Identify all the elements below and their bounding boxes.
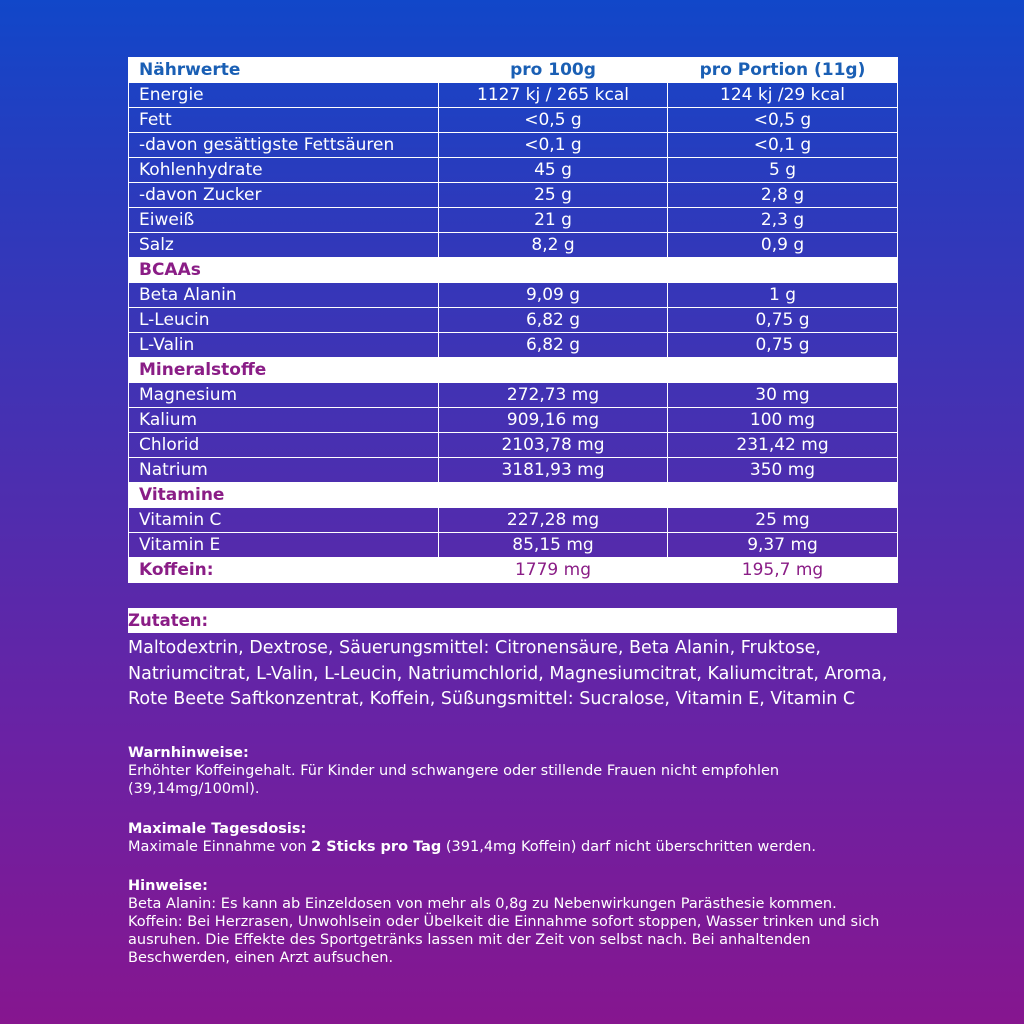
value-per-100g-cell: 909,16 mg: [439, 408, 668, 433]
value-per-100g-cell: 45 g: [439, 158, 668, 183]
table-row: [129, 408, 898, 433]
table-row: [129, 533, 898, 558]
max-dose-text: [128, 838, 908, 856]
table-row: [129, 108, 898, 133]
value-per-100g-cell: 8,2 g: [439, 233, 668, 258]
value-per-portion-cell: 0,9 g: [668, 233, 898, 258]
value-per-portion-cell: 350 mg: [668, 458, 898, 483]
table-row: [129, 283, 898, 308]
value-per-100g-cell: 1779 mg: [439, 558, 668, 583]
nutrient-name-cell: L-Leucin: [129, 308, 439, 333]
value-per-portion-cell: [668, 483, 898, 508]
table-caffeine-row: [129, 558, 898, 583]
nutrient-name-cell: Vitamine: [129, 483, 439, 508]
warning-title: Warnhinweise:: [128, 745, 249, 761]
table-row: [129, 133, 898, 158]
max-dose-title: Maximale Tagesdosis:: [128, 821, 307, 837]
max-dose-suffix: (391,4mg Koffein) darf nicht überschritten werden.: [441, 839, 816, 855]
value-per-portion-cell: 124 kj /29 kcal: [668, 83, 898, 108]
table-header-row: [129, 58, 898, 83]
nutrient-name-cell: Koffein:: [129, 558, 439, 583]
warning-text: Erhöhter Koffeingehalt. Für Kinder und schwangere oder stillende Frauen nicht empfohlen (39,14mg/100ml).: [128, 763, 780, 797]
nutrient-name-cell: Fett: [129, 108, 439, 133]
nutrient-name-cell: Energie: [129, 83, 439, 108]
nutrient-name-cell: -davon gesättigste Fettsäuren: [129, 133, 439, 158]
nutrient-name-cell: Salz: [129, 233, 439, 258]
value-per-portion-cell: 100 mg: [668, 408, 898, 433]
table-row: [129, 333, 898, 358]
value-per-portion-cell: [668, 258, 898, 283]
nutrient-name-cell: Vitamin C: [129, 508, 439, 533]
table-section-row: [129, 483, 898, 508]
warning-section: [128, 744, 908, 798]
value-per-portion-cell: 9,37 mg: [668, 533, 898, 558]
value-per-100g-cell: <0,5 g: [439, 108, 668, 133]
ingredients-title: Zutaten:: [128, 608, 897, 633]
value-per-portion-cell: 231,42 mg: [668, 433, 898, 458]
table-row: [129, 233, 898, 258]
header-cell-per-portion: pro Portion (11g): [668, 58, 898, 83]
value-per-100g-cell: [439, 483, 668, 508]
hints-line-koffein: Koffein: Bei Herzrasen, Unwohlsein oder Übelkeit die Einnahme sofort stoppen, Wasser trinken und sich ausruhen. Die Effekte des Sportgetränks lassen mit der Zeit von selbst nach. Bei anhaltenden Beschwerden, einen Arzt aufsuchen.: [128, 914, 880, 966]
value-per-portion-cell: 25 mg: [668, 508, 898, 533]
value-per-100g-cell: 2103,78 mg: [439, 433, 668, 458]
hints-line-beta-alanin: Beta Alanin: Es kann ab Einzeldosen von mehr als 0,8g zu Nebenwirkungen Parästhesie kommen.: [128, 896, 837, 912]
table-row: [129, 183, 898, 208]
value-per-100g-cell: 6,82 g: [439, 333, 668, 358]
table-row: [129, 83, 898, 108]
table-row: [129, 508, 898, 533]
value-per-portion-cell: 0,75 g: [668, 333, 898, 358]
value-per-portion-cell: 1 g: [668, 283, 898, 308]
header-cell-name: Nährwerte: [129, 58, 439, 83]
table-section-row: [129, 358, 898, 383]
table-row: [129, 433, 898, 458]
value-per-100g-cell: [439, 258, 668, 283]
value-per-portion-cell: 0,75 g: [668, 308, 898, 333]
value-per-portion-cell: 2,8 g: [668, 183, 898, 208]
value-per-100g-cell: 85,15 mg: [439, 533, 668, 558]
nutrition-table: [128, 57, 898, 583]
table-row: [129, 383, 898, 408]
value-per-100g-cell: 6,82 g: [439, 308, 668, 333]
value-per-portion-cell: 195,7 mg: [668, 558, 898, 583]
value-per-portion-cell: <0,5 g: [668, 108, 898, 133]
value-per-portion-cell: 5 g: [668, 158, 898, 183]
header-cell-per-100g: pro 100g: [439, 58, 668, 83]
value-per-100g-cell: 25 g: [439, 183, 668, 208]
max-dose-bold: 2 Sticks pro Tag: [311, 839, 442, 855]
value-per-100g-cell: 21 g: [439, 208, 668, 233]
value-per-100g-cell: 9,09 g: [439, 283, 668, 308]
value-per-100g-cell: 272,73 mg: [439, 383, 668, 408]
value-per-portion-cell: <0,1 g: [668, 133, 898, 158]
value-per-portion-cell: [668, 358, 898, 383]
nutrient-name-cell: BCAAs: [129, 258, 439, 283]
nutrient-name-cell: Natrium: [129, 458, 439, 483]
nutrient-name-cell: L-Valin: [129, 333, 439, 358]
table-row: [129, 458, 898, 483]
nutrient-name-cell: Mineralstoffe: [129, 358, 439, 383]
value-per-100g-cell: 3181,93 mg: [439, 458, 668, 483]
ingredients-text: Maltodextrin, Dextrose, Säuerungsmittel: Citronensäure, Beta Alanin, Fruktose, Natriumcitrat, L-Valin, L-Leucin, Natriumchlorid, Magnesiumcitrat, Kaliumcitrat, Aroma, Rote Beete Saftkonzentrat, Koffein, Süßungsmittel: Sucralose, Vitamin E, Vitamin C: [128, 638, 888, 709]
table-row: [129, 158, 898, 183]
hints-title: Hinweise:: [128, 878, 208, 894]
nutrient-name-cell: Magnesium: [129, 383, 439, 408]
nutrient-name-cell: Kohlenhydrate: [129, 158, 439, 183]
nutrient-name-cell: Chlorid: [129, 433, 439, 458]
value-per-100g-cell: <0,1 g: [439, 133, 668, 158]
max-dose-prefix: Maximale Einnahme von: [128, 839, 312, 855]
table-row: [129, 308, 898, 333]
hints-section: [128, 877, 908, 967]
table-section-row: [129, 258, 898, 283]
value-per-portion-cell: 30 mg: [668, 383, 898, 408]
nutrient-name-cell: Kalium: [129, 408, 439, 433]
value-per-100g-cell: 227,28 mg: [439, 508, 668, 533]
nutrient-name-cell: Beta Alanin: [129, 283, 439, 308]
nutrient-name-cell: Vitamin E: [129, 533, 439, 558]
value-per-100g-cell: 1127 kj / 265 kcal: [439, 83, 668, 108]
value-per-100g-cell: [439, 358, 668, 383]
table-row: [129, 208, 898, 233]
value-per-portion-cell: 2,3 g: [668, 208, 898, 233]
max-dose-section: [128, 820, 908, 856]
nutrient-name-cell: Eiweiß: [129, 208, 439, 233]
nutrient-name-cell: -davon Zucker: [129, 183, 439, 208]
